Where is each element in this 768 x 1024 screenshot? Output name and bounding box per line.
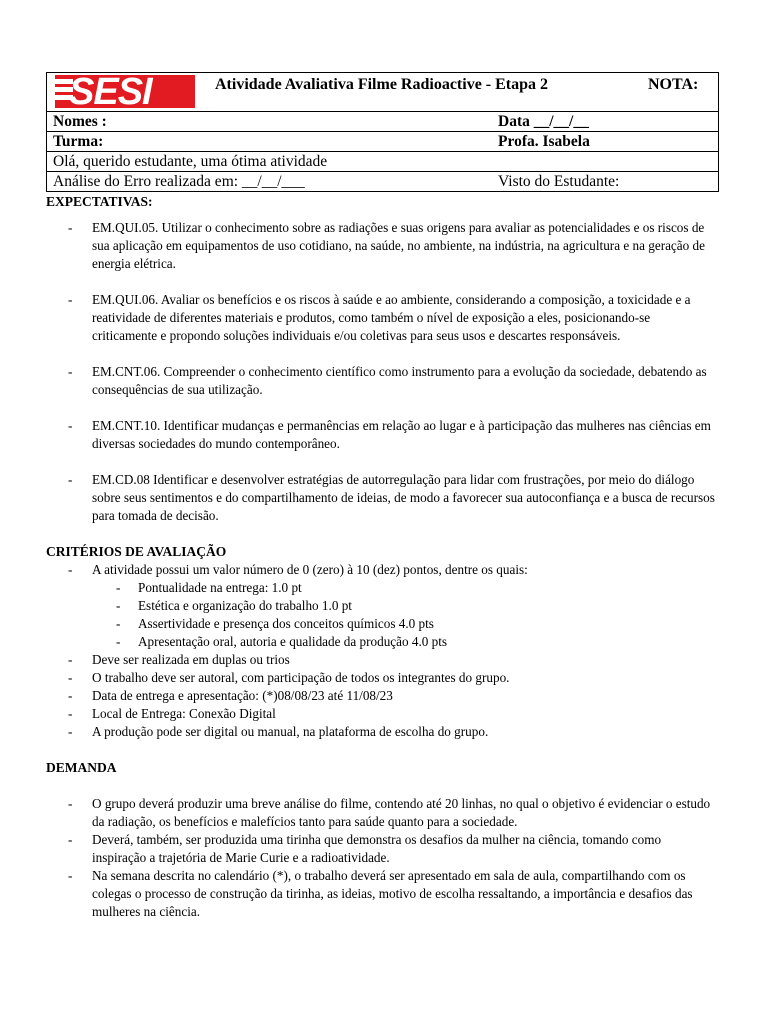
expectativa-item: - EM.CD.08 Identificar e desenvolver estratégias de autorregulação para lidar com frustrações, por meio do diálogo sobre seus sentimentos e do compartilhamento de ideias, de modo a favorecer sua autoconfiança e a busca de recursos para tomada de decisão.	[46, 471, 718, 525]
expectativa-item: - EM.QUI.05. Utilizar o conhecimento sobre as radiações e suas origens para avaliar as potencialidades e os riscos de sua aplicação em equipamentos de uso cotidiano, na saúde, no ambiente, na indústria, na agricultura e na geração de energia elétrica.	[46, 219, 718, 273]
criterio-item: - O trabalho deve ser autoral, com participação de todos os integrantes do grupo.	[46, 669, 718, 687]
criterio-intro: - A atividade possui um valor número de 0 (zero) à 10 (dez) pontos, dentre os quais:	[46, 561, 718, 579]
greeting-row	[47, 152, 719, 172]
turma-row	[47, 132, 719, 152]
criterio-sub-item: - Apresentação oral, autoria e qualidade da produção 4.0 pts	[46, 633, 718, 651]
greeting-text: Olá, querido estudante, uma ótima atividade	[53, 152, 328, 170]
nomes-row	[47, 112, 719, 132]
nomes-label: Nomes :	[53, 112, 107, 130]
logo-text: SESI	[69, 75, 152, 108]
criterio-item: - Deve ser realizada em duplas ou trios	[46, 651, 718, 669]
document-body	[46, 193, 718, 921]
expectativa-item: - EM.CNT.10. Identificar mudanças e permanências em relação ao lugar e à participação das mulheres nas ciências em diversas sociedades do mundo contemporâneo.	[46, 417, 718, 453]
sesi-logo	[55, 75, 195, 108]
visto-label: Visto do Estudante:	[498, 172, 620, 190]
expectativa-item: - EM.CNT.06. Compreender o conhecimento científico como instrumento para a evolução da sociedade, debatendo as consequências de sua utilização.	[46, 363, 718, 399]
criterio-item: - Data de entrega e apresentação: (*)08/08/23 até 11/08/23	[46, 687, 718, 705]
analise-row	[47, 172, 719, 192]
demanda-heading: DEMANDA	[46, 760, 117, 775]
analise-label: Análise do Erro realizada em: __/__/___	[53, 172, 305, 190]
criterio-sub-item: - Pontualidade na entrega: 1.0 pt	[46, 579, 718, 597]
criterio-sub-item: - Estética e organização do trabalho 1.0 pt	[46, 597, 718, 615]
nota-label: NOTA:	[648, 76, 699, 93]
demanda-item: - Na semana descrita no calendário (*), o trabalho deverá ser apresentado em sala de aula, compartilhando com os colegas o processo de construção da tirinha, as ideias, motivo de escolha ressaltando, a importância e desafios das mulheres na ciência.	[46, 867, 718, 921]
criterios-heading: CRITÉRIOS DE AVALIAÇÃO	[46, 544, 227, 559]
criterio-item: - A produção pode ser digital ou manual, na plataforma de escolha do grupo.	[46, 723, 718, 741]
expectativas-heading: EXPECTATIVAS:	[46, 194, 153, 209]
header-table	[46, 72, 719, 192]
expectativa-item: - EM.QUI.06. Avaliar os benefícios e os riscos à saúde e ao ambiente, considerando a composição, a toxicidade e a reatividade de diferentes materiais e produtos, como também o nível de exposição a eles, posicionando-se criticamente e propondo soluções individuais e/ou coletivas para seus usos e descartes responsáveis.	[46, 291, 718, 345]
document-title: Atividade Avaliativa Filme Radioactive - Etapa 2	[215, 76, 549, 93]
criterio-sub-item: - Assertividade e presença dos conceitos químicos 4.0 pts	[46, 615, 718, 633]
criterio-item: - Local de Entrega: Conexão Digital	[46, 705, 718, 723]
title-row	[47, 73, 719, 112]
data-label: Data __/__/__	[498, 112, 589, 130]
turma-label: Turma:	[53, 132, 104, 150]
professor-label: Profa. Isabela	[498, 132, 590, 150]
demanda-item: - O grupo deverá produzir uma breve análise do filme, contendo até 20 linhas, no qual o objetivo é evidenciar o estudo da radiação, os benefícios e malefícios tanto para saúde quanto para a sociedade.	[46, 795, 718, 831]
demanda-item: - Deverá, também, ser produzida uma tirinha que demonstra os desafios da mulher na ciência, tomando como inspiração a trajetória de Marie Curie e a radioatividade.	[46, 831, 718, 867]
